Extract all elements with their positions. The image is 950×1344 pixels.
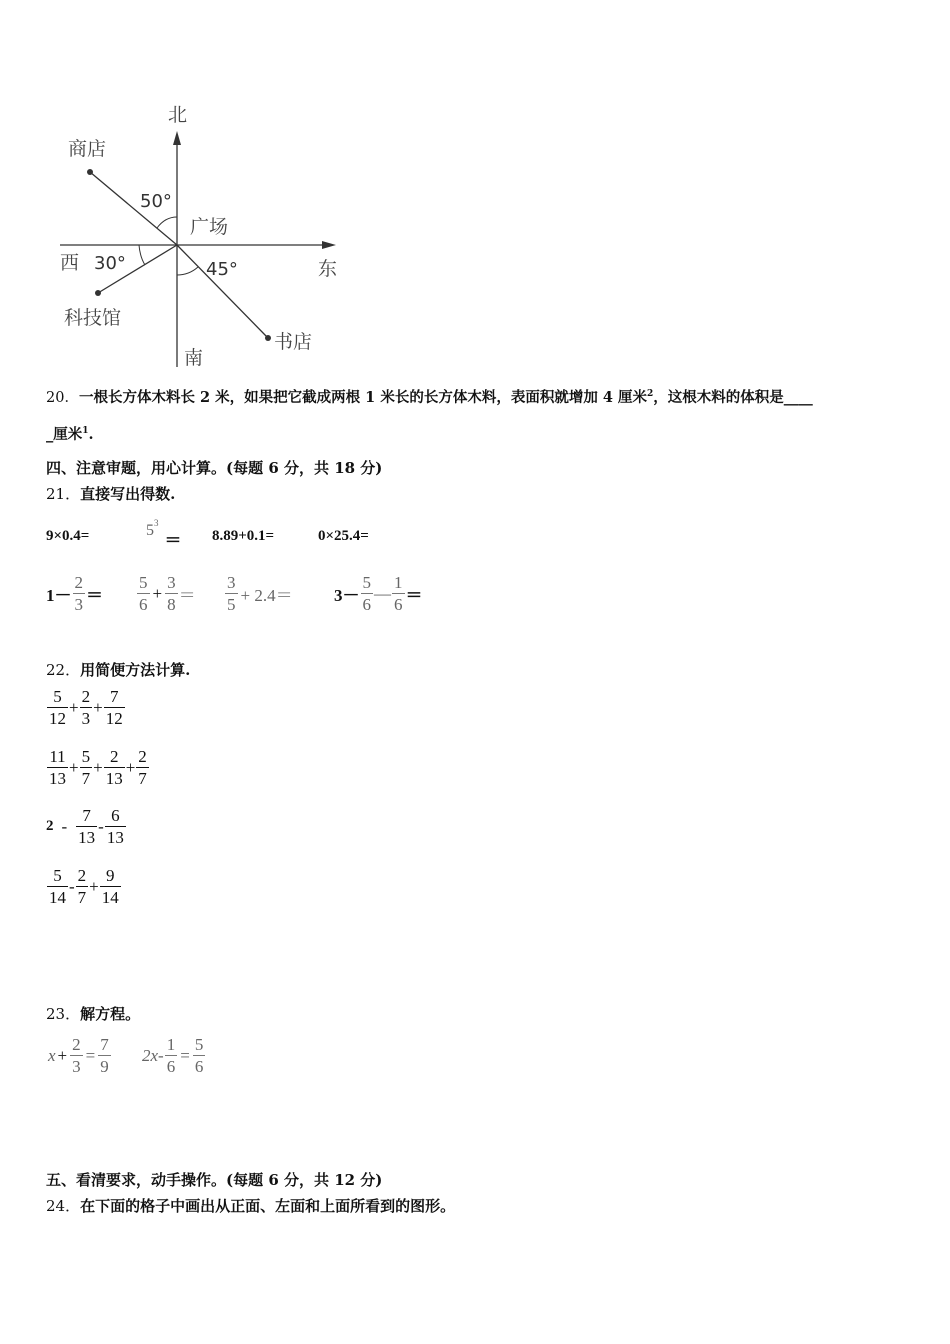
question-22-title: 22．用简便方法计算. — [46, 661, 191, 679]
museum-point — [95, 290, 101, 296]
fraction: $\frac{9}{14}$ — [101, 866, 119, 907]
q21-expr-8: 3－ $\frac{5}{6}$ — $\frac{1}{6}$ ＝ — [334, 573, 423, 614]
q21-expr-2: $5^3$ ＝ — [146, 517, 182, 550]
q22-expr-4: $\frac{5}{14}$ - $\frac{2}{7}$ + $\frac{9}{14}$ — [49, 866, 119, 907]
shop-point — [87, 169, 93, 175]
question-number: 20． — [46, 390, 79, 406]
center-label: 广场 — [190, 216, 229, 238]
east-label: 东 — [318, 258, 338, 280]
north-arrow-icon — [173, 131, 181, 145]
fraction: $\frac{6}{13}$ — [106, 806, 124, 847]
bookstore-point — [265, 335, 271, 341]
angle-museum-label: 30° — [94, 253, 126, 274]
bookstore-label: 书店 — [274, 331, 313, 353]
question-21-title: 21．直接写出得数. — [46, 485, 176, 503]
north-label: 北 — [168, 104, 188, 126]
fraction: $\frac{5}{6}$ — [139, 573, 148, 614]
fraction: $\frac{3}{5}$ — [227, 573, 236, 614]
angle-arc-shop — [157, 217, 177, 228]
fraction: $\frac{5}{6}$ — [362, 573, 371, 614]
south-label: 南 — [184, 347, 204, 369]
museum-label: 科技馆 — [64, 307, 122, 329]
west-label: 西 — [60, 252, 80, 274]
q23-equation-2: 2x- $\frac{1}{6}$ = $\frac{5}{6}$ — [142, 1035, 204, 1076]
q22-expr-2: $\frac{11}{13}$ + $\frac{5}{7}$ + $\frac{2}{13}$ + $\frac{2}{7}$ — [49, 747, 147, 788]
direction-diagram — [50, 95, 350, 375]
fraction: $\frac{2}{3}$ — [81, 687, 91, 728]
section-4-title: 四、注意审题，用心计算。(每题 6 分，共 18 分) — [46, 459, 383, 477]
fraction: $\frac{5}{12}$ — [49, 687, 66, 728]
fraction: $\frac{2}{3}$ — [72, 1035, 81, 1076]
q21-expr-6: $\frac{5}{6}$ + $\frac{3}{8}$ ＝ — [139, 573, 196, 614]
q21-expr-3: 8.89+0.1= — [212, 528, 275, 544]
q21-expr-1: 9×0.4= — [46, 528, 90, 544]
q22-expr-1: $\frac{5}{12}$ + $\frac{2}{3}$ + $\frac{7}{12}$ — [49, 687, 123, 728]
q21-expr-7: $\frac{3}{5}$ + 2.4＝ — [227, 573, 293, 614]
q21-expr-5: 1－ $\frac{2}{3}$ ＝ — [46, 573, 103, 614]
fraction: $\frac{2}{3}$ — [74, 573, 83, 614]
question-24-title: 24．在下面的格子中画出从正面、左面和上面所看到的图形。 — [46, 1197, 456, 1215]
fraction: $\frac{7}{13}$ — [78, 806, 96, 847]
fraction: $\frac{2}{7}$ — [138, 747, 147, 788]
angle-arc-museum — [139, 245, 145, 265]
angle-bookstore-label: 45° — [206, 259, 238, 280]
question-20-line2: _厘米$^1$. — [46, 426, 94, 443]
q23-equation-1: x + $\frac{2}{3}$ = $\frac{7}{9}$ — [48, 1035, 109, 1076]
section-5-title: 五、看清要求，动手操作。(每题 6 分，共 12 分) — [46, 1171, 383, 1189]
fraction: $\frac{7}{12}$ — [105, 687, 123, 728]
shop-label: 商店 — [68, 138, 107, 160]
east-arrow-icon — [322, 241, 336, 249]
fraction: $\frac{7}{9}$ — [100, 1035, 109, 1076]
question-23-title: 23．解方程。 — [46, 1005, 141, 1023]
fraction: $\frac{2}{7}$ — [77, 866, 87, 907]
fraction: $\frac{5}{7}$ — [81, 747, 91, 788]
q21-expr-4: 0×25.4= — [318, 528, 369, 544]
angle-shop-label: 50° — [140, 191, 172, 212]
fraction: $\frac{1}{6}$ — [166, 1035, 176, 1076]
angle-arc-bookstore — [177, 267, 198, 275]
fraction: $\frac{5}{14}$ — [49, 866, 66, 907]
q22-expr-3: 2 - $\frac{7}{13}$ - $\frac{6}{13}$ — [46, 806, 124, 847]
question-20-line1: 20．一根长方体木料长 2 米，如果把它截成两根 1 米长的长方体木料，表面积就增加 4 厘米$^2$，这根木料的体积是____ — [46, 389, 813, 406]
fraction: $\frac{2}{13}$ — [105, 747, 123, 788]
fraction: $\frac{3}{8}$ — [167, 573, 176, 614]
fraction: $\frac{11}{13}$ — [49, 747, 66, 788]
fraction: $\frac{5}{6}$ — [194, 1035, 204, 1076]
fraction: $\frac{1}{6}$ — [394, 573, 403, 614]
